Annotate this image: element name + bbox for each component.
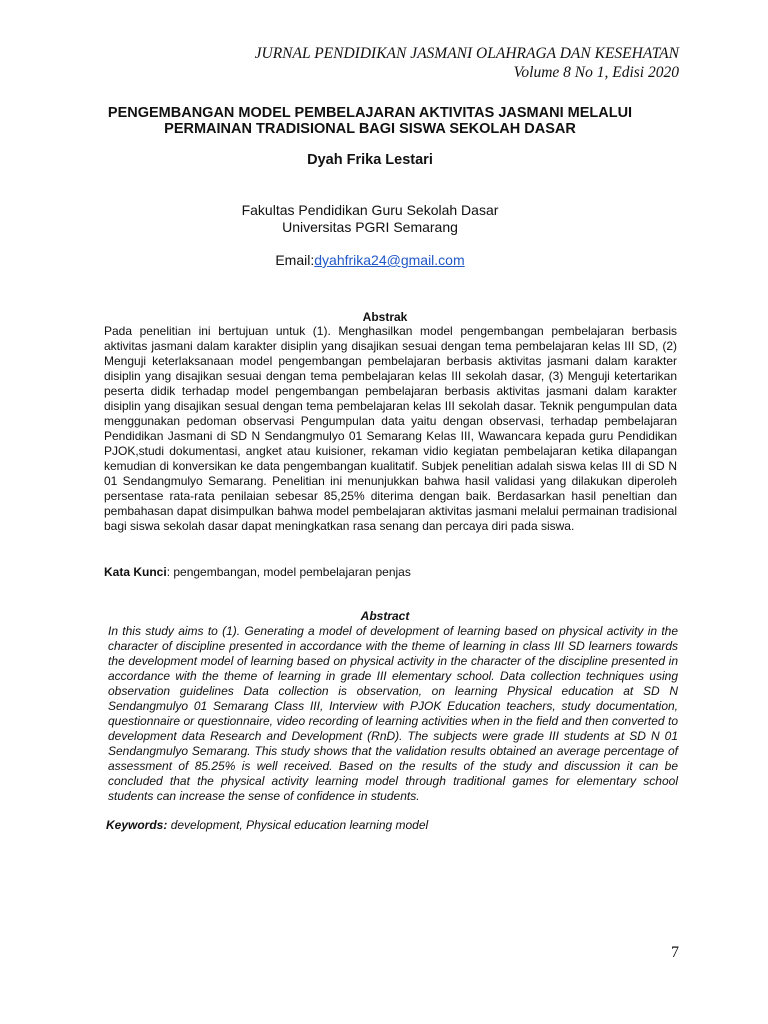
kata-kunci-label: Kata Kunci	[104, 565, 167, 579]
page-number: 7	[671, 944, 679, 961]
author-name: Dyah Frika Lestari	[307, 152, 433, 168]
paper-title-line-2: PERMAINAN TRADISIONAL BAGI SISWA SEKOLAH DASAR	[164, 121, 576, 137]
affiliation-faculty: Fakultas Pendidikan Guru Sekolah Dasar	[241, 202, 499, 218]
keywords-text: development, Physical education learning model	[167, 818, 429, 832]
kata-kunci-text: : pengembangan, model pembelajaran penjas	[166, 565, 411, 579]
email-label: Email:	[275, 252, 315, 268]
abstract-body: In this study aims to (1). Generating a model of development of learning based on physical activity in the character of discipline presented in accordance with the theme of learning in class III SD learners towards the development model of learning based on physical activity in the character of the discipline presented in accordance with the theme of learning in grade III elementary school. Data collection techniques using observation guidelines Data collection is observation, on learning Physical education at SD N Sendangmulyo 01 Semarang Class III, Interview with PJOK Education teachers, study documentation, questionnaire or questionnaire, video recording of learning activities when in the field and then converted to development data Research and Development (RnD). The subjects were grade III students at SD N 01 Sendangmulyo Semarang. This study shows that the validation results obtained an average percentage of assessment of 85.25% is well received. Based on the results of the study and discussion it can be concluded that the physical activity learning model through traditional games for elementary school students can increase the sense of confidence in students.	[108, 624, 678, 803]
affiliation-university: Universitas PGRI Semarang	[282, 219, 458, 235]
abstrak-body: Pada penelitian ini bertujuan untuk (1). Menghasilkan model pengembangan pembelajaran berbasis aktivitas jasmani dalam karakter disiplin yang disajikan sesuai dengan tema pembelajaran kelas III SD, (2) Menguji keterlaksanaan model pengembangan pembelajaran berbasis aktivitas jasmani dalam karakter disiplin yang disajikan sesuai dengan tema pembelajaran kelas III sekolah dasar, (3) Menguji ketertarikan peserta didik terhadap model pengembangan pembelajaran berbasis aktivitas jasmani dalam karakter disiplin yang disajikan sesual dengan tema pembelajaran kelas III sekolah dasar. Teknik pengumpulan data menggunakan pedoman observasi Pengumpulan data yaitu dengan observasi, terhadap pembelajaran Pendidikan Jasmani di SD N Sendangmulyo 01 Semarang Kelas III, Wawancara kepada guru Pendidikan PJOK,studi dokumentasi, angket atau kuisioner, rekaman vidio kegiatan pembelajaran ketika dilapangan kemudian di konversikan ke data pengembangan kualitatif. Subjek penelitian adalah siswa kelas III di SD N 01 Sendangmulyo Semarang. Penelitian ini menunjukkan bahwa hasil validasi yang dilakukan diperoleh persentase rata-rata penilaian sebesar 85,25% diterima dengan baik. Berdasarkan hasil peneltian dan pembahasan dapat disimpulkan bahwa model pembelajaran aktivitas jasmani melalui permainan tradisional bagi siswa sekolah dasar dapat meningkatkan rasa senang dan percaya diri pada siswa.	[104, 324, 677, 533]
author-email	[100, 252, 640, 268]
email-link[interactable]: dyahfrika24@gmail.com	[314, 252, 465, 268]
keywords	[106, 818, 679, 832]
journal-header	[255, 44, 679, 82]
paper-title-line-1: PENGEMBANGAN MODEL PEMBELAJARAN AKTIVITAS JASMANI MELALUI	[107, 105, 633, 121]
kata-kunci	[104, 565, 677, 579]
journal-volume: Volume 8 No 1, Edisi 2020	[513, 64, 679, 81]
abstract-heading: Abstract	[360, 609, 410, 623]
journal-name: JURNAL PENDIDIKAN JASMANI OLAHRAGA DAN KESEHATAN	[254, 45, 679, 62]
affiliation	[100, 202, 640, 236]
keywords-label: Keywords:	[106, 818, 168, 832]
paper-title	[100, 105, 640, 137]
abstrak-heading: Abstrak	[362, 310, 408, 324]
